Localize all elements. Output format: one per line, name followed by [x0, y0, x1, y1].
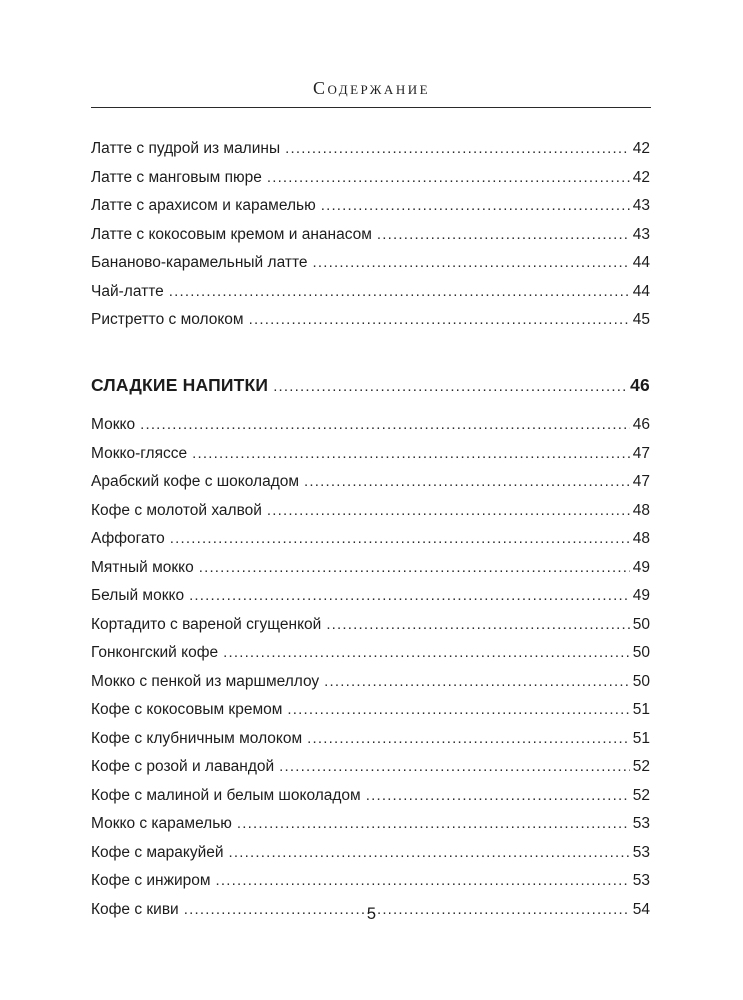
toc-entry-page-number: 50 — [632, 644, 650, 661]
dotted-leader — [223, 639, 630, 668]
header-title: Содержание — [312, 78, 431, 98]
toc-entry-page-number: 44 — [632, 254, 650, 271]
toc-entry — [91, 554, 650, 583]
toc-entry — [91, 249, 650, 278]
toc-entry-label: Латте с арахисом и карамелью — [91, 197, 316, 214]
dotted-leader — [279, 753, 630, 782]
toc-entry-page-number: 51 — [632, 729, 650, 747]
toc-entry-label: Кофе с клубничным молоком — [91, 729, 303, 747]
toc-entry-label: Латте с манговым пюре — [91, 168, 262, 186]
dotted-leader — [249, 306, 630, 335]
dotted-leader — [267, 497, 630, 526]
toc-entry — [91, 192, 650, 221]
toc-entry-label: Латте с пудрой из малины — [91, 140, 281, 157]
toc-entry — [91, 782, 650, 811]
toc-entry — [91, 411, 650, 440]
toc-entry — [91, 306, 650, 335]
toc-entry-page-number: 49 — [632, 558, 650, 576]
dotted-leader — [140, 411, 630, 440]
toc-entry-page-number: 51 — [632, 701, 650, 718]
dotted-leader — [313, 249, 630, 278]
dotted-leader — [216, 867, 630, 896]
toc-entry — [91, 525, 650, 554]
dotted-leader — [189, 582, 630, 611]
toc-entry-page-number: 53 — [632, 815, 650, 832]
toc-entry-label: Латте с кокосовым кремом и ананасом — [91, 225, 372, 243]
table-of-contents — [91, 135, 650, 924]
toc-entry-label: Мокко — [91, 416, 136, 433]
toc-entry — [91, 639, 650, 668]
toc-entry-page-number: 53 — [632, 843, 650, 861]
toc-entry-label: Кофе с инжиром — [91, 872, 211, 889]
toc-entry-label: Кофе с маракуйей — [91, 843, 224, 861]
toc-entry-page-number: 45 — [632, 311, 650, 328]
toc-entry — [91, 135, 650, 164]
toc-entry — [91, 497, 650, 526]
footer-page-number: 5 — [366, 905, 377, 923]
toc-entry-label: Белый мокко — [91, 587, 185, 604]
toc-entry-page-number: 52 — [632, 786, 650, 804]
toc-entry — [91, 753, 650, 782]
dotted-leader — [199, 554, 630, 583]
toc-entry-page-number: 50 — [632, 672, 650, 690]
dotted-leader — [326, 611, 629, 640]
dotted-leader — [377, 221, 630, 250]
toc-entry — [91, 810, 650, 839]
toc-entry — [91, 440, 650, 469]
toc-entry-page-number: 48 — [632, 501, 650, 519]
toc-section-heading — [91, 371, 650, 402]
toc-entry-page-number: 49 — [632, 587, 650, 604]
toc-section-heading-page-number: 46 — [630, 374, 650, 395]
toc-entry-label: Ристретто с молоком — [91, 311, 244, 328]
toc-entry-page-number: 43 — [632, 225, 650, 243]
toc-entry-page-number: 44 — [632, 282, 650, 300]
dotted-leader — [321, 192, 630, 221]
section-gap — [91, 335, 650, 371]
toc-entry-label: Мокко-гляссе — [91, 444, 188, 462]
toc-entry-page-number: 43 — [632, 197, 650, 214]
toc-entry-label: Кофе с малиной и белым шоколадом — [91, 786, 361, 804]
toc-entry-page-number: 48 — [632, 530, 650, 547]
toc-entry-page-number: 42 — [632, 168, 650, 186]
toc-entry — [91, 164, 650, 193]
page-header — [0, 0, 743, 108]
dotted-leader — [366, 782, 630, 811]
toc-entry-page-number: 47 — [632, 473, 650, 490]
toc-entry — [91, 278, 650, 307]
dotted-leader — [169, 278, 630, 307]
toc-entry-page-number: 50 — [632, 615, 650, 633]
toc-entry — [91, 582, 650, 611]
toc-entry — [91, 221, 650, 250]
dotted-leader — [273, 371, 627, 402]
toc-entry-label: Кофе с розой и лавандой — [91, 758, 275, 775]
toc-entry — [91, 696, 650, 725]
toc-entry-label: Кофе с киви — [91, 900, 179, 918]
toc-entry — [91, 668, 650, 697]
toc-entry-page-number: 54 — [632, 900, 650, 918]
dotted-leader — [307, 725, 630, 754]
toc-entry — [91, 867, 650, 896]
toc-entry-page-number: 42 — [632, 140, 650, 157]
dotted-leader — [267, 164, 630, 193]
dotted-leader — [192, 440, 630, 469]
toc-entry-label: Арабский кофе с шоколадом — [91, 473, 300, 490]
header-rule — [91, 107, 651, 108]
dotted-leader — [237, 810, 630, 839]
toc-entry-label: Чай-латте — [91, 282, 164, 300]
toc-entry — [91, 725, 650, 754]
toc-entry-label: Мокко с пенкой из маршмеллоу — [91, 672, 320, 690]
toc-entry — [91, 839, 650, 868]
toc-entry-page-number: 53 — [632, 872, 650, 889]
toc-entry-label: Мокко с карамелью — [91, 815, 232, 832]
toc-entry-label: Аффогато — [91, 530, 165, 547]
toc-entry-label: Кофе с кокосовым кремом — [91, 701, 283, 718]
page-footer — [0, 905, 743, 924]
dotted-leader — [287, 696, 629, 725]
toc-entry-page-number: 52 — [632, 758, 650, 775]
dotted-leader — [324, 668, 630, 697]
dotted-leader — [285, 135, 630, 164]
toc-entry-label: Гонконгский кофе — [91, 644, 219, 661]
toc-entry-label: Мятный мокко — [91, 558, 194, 576]
toc-entry-label: Бананово-карамельный латте — [91, 254, 308, 271]
toc-entry-page-number: 47 — [632, 444, 650, 462]
toc-entry-label: Кортадито с вареной сгущенкой — [91, 615, 322, 633]
toc-entry-page-number: 46 — [632, 416, 650, 433]
toc-entry — [91, 468, 650, 497]
dotted-leader — [304, 468, 630, 497]
toc-section-heading-label: СЛАДКИЕ НАПИТКИ — [91, 374, 269, 395]
dotted-leader — [229, 839, 630, 868]
toc-entry — [91, 611, 650, 640]
toc-entry-label: Кофе с молотой халвой — [91, 501, 262, 519]
dotted-leader — [170, 525, 630, 554]
